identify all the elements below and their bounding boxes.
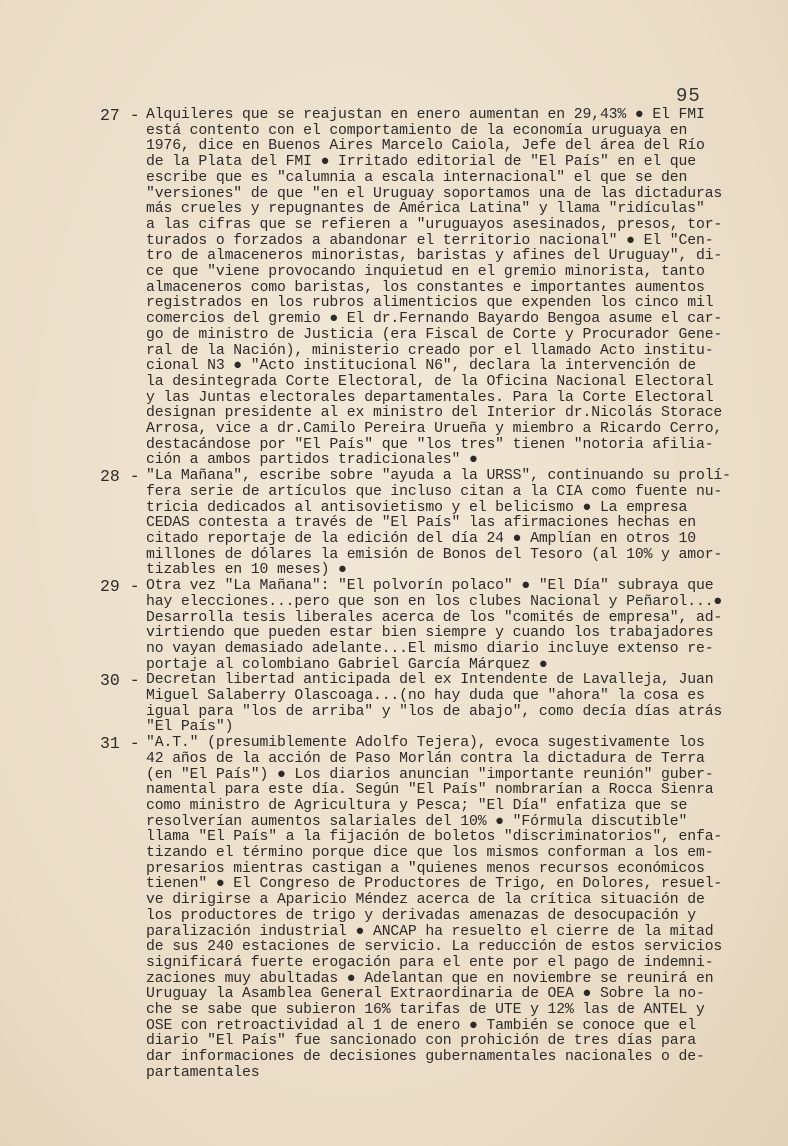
chronology-entry [100, 673, 740, 736]
text-line: virtiendo que pueden estar bien siempre y cuando los trabajadores [146, 625, 714, 642]
text-line: OSE con retroactividad al 1 de enero ● También se conoce que el [146, 1017, 696, 1034]
text-line: de sus 240 estaciones de servicio. La reducción de estos servicios [146, 939, 723, 956]
text-line: dar informaciones de decisiones gubernamentales nacionales o de- [146, 1049, 705, 1066]
text-line: tizables en 10 meses) ● [146, 562, 347, 579]
text-line: los productores de trigo y derivadas amenazas de desocupación y [146, 907, 696, 924]
text-line: llama "El País" a la fijación de boletos "discriminatorios", enfa- [146, 829, 723, 846]
text-line: designan presidente al ex ministro del Interior dr.Nicolás Storace [146, 405, 723, 422]
text-line: 42 años de la acción de Paso Morlán contra la dictadura de Terra [146, 750, 705, 767]
text-line: Miguel Salaberry Olascoaga...(no hay duda que "ahora" la cosa es [146, 688, 705, 705]
text-line: resolverían aumentos salariales del 10% ● "Fórmula discutible" [146, 813, 688, 830]
text-line: Otra vez "La Mañana": "El polvorín polaco" ● "El Día" subraya que [146, 578, 714, 595]
text-line: y las Juntas electorales departamentales. Para la Corte Electoral [146, 389, 714, 406]
entry-text [146, 469, 740, 579]
text-line: "versiones" de que "en el Uruguay soportamos una de las dictaduras [146, 185, 723, 202]
text-line: tro de almaceneros minoristas, baristas y afines del Uruguay", di- [146, 248, 723, 265]
entry-text [146, 673, 740, 736]
chronology-entries [100, 108, 740, 1082]
text-line: "La Mañana", escribe sobre "ayuda a la URSS", continuando su prolí- [146, 468, 731, 485]
text-line: turados o forzados a abandonar el territorio nacional" ● El "Cen- [146, 232, 714, 249]
text-line: millones de dólares la emisión de Bonos del Tesoro (al 10% y amor- [146, 546, 723, 563]
text-line: de la Plata del FMI ● Irritado editorial de "El País" en el que [146, 154, 696, 171]
text-line: (en "El País") ● Los diarios anuncian "importante reunión" guber- [146, 766, 714, 783]
text-line: ce que "viene provocando inquietud en el gremio minorista, tanto [146, 264, 705, 281]
text-line: comercios del gremio ● El dr.Fernando Bayardo Bengoa asume el car- [146, 311, 723, 328]
text-line: más crueles y repugnantes de América Latina" y llama "ridículas" [146, 201, 705, 218]
text-line: tricia dedicados al antisovietismo y el belicismo ● La empresa [146, 499, 688, 516]
text-line: tienen" ● El Congreso de Productores de Trigo, en Dolores, resuel- [146, 876, 723, 893]
text-line: destacándose por "El País" que "los tres" tienen "notoria afilia- [146, 436, 714, 453]
text-line: go de ministro de Justicia (era Fiscal de Corte y Procurador Gene- [146, 326, 723, 343]
text-line: como ministro de Agricultura y Pesca; "El Día" enfatiza que se [146, 797, 688, 814]
entry-day-label: 30 - [100, 671, 140, 691]
text-line: 1976, dice en Buenos Aires Marcelo Caiola, Jefe del área del Río [146, 138, 705, 155]
text-line: registrados en los rubros alimenticios que expenden los cinco mil [146, 295, 714, 312]
entry-day-label: 27 - [100, 106, 140, 125]
text-line: fera serie de artículos que incluso citan a la CIA como fuente nu- [146, 483, 723, 500]
text-line: paralización industrial ● ANCAP ha resuelto el cierre de la mitad [146, 923, 714, 940]
text-line: Desarrolla tesis liberales acerca de los "comités de empresa", ad- [146, 609, 723, 626]
text-line: no vayan demasiado adelante...El mismo diario incluye extenso re- [146, 640, 714, 657]
text-line: ve dirigirse a Aparicio Méndez acerca de la crítica situación de [146, 892, 705, 909]
text-line: Uruguay la Asamblea General Extraordinaria de OEA ● Sobre la no- [146, 986, 705, 1003]
text-line: hay elecciones...pero que son en los clubes Nacional y Peñarol...● [146, 593, 723, 610]
entry-text [146, 579, 740, 673]
text-line: CEDAS contesta a través de "El País" las afirmaciones hechas en [146, 515, 696, 532]
entry-text [146, 736, 740, 1081]
text-line: la desintegrada Corte Electoral, de la Oficina Nacional Electoral [146, 373, 714, 390]
text-line: escribe que es "calumnia a escala internacional" el que se den [146, 169, 688, 186]
text-line: cional N3 ● "Acto institucional N6", declara la intervención de [146, 358, 696, 375]
text-line: che se sabe que subieron 16% tarifas de UTE y 12% las de ANTEL y [146, 1002, 705, 1019]
page-number: 95 [676, 85, 701, 107]
text-line: namental para este día. Según "El País" nombrarían a Rocca Sienra [146, 782, 714, 799]
chronology-entry [100, 736, 740, 1081]
text-line: "A.T." (presumiblemente Adolfo Tejera), evoca sugestivamente los [146, 735, 705, 752]
chronology-entry [100, 579, 740, 673]
chronology-entry [100, 469, 740, 579]
text-line: diario "El País" fue sancionado con prohición de tres días para [146, 1033, 696, 1050]
text-line: portaje al colombiano Gabriel García Márquez ● [146, 656, 548, 673]
text-line: está contento con el comportamiento de la economía uruguaya en [146, 122, 688, 139]
text-line: presarios mientras castigan a "quienes menos recursos económicos [146, 860, 705, 877]
text-line: significará fuerte erogación para el ente por el pago de indemni- [146, 954, 714, 971]
text-line: a las cifras que se refieren a "uruguayos asesinados, presos, tor- [146, 216, 723, 233]
text-line: almaceneros como baristas, los constantes e importantes aumentos [146, 279, 705, 296]
entry-day-label: 31 - [100, 734, 140, 754]
text-line: "El País") [146, 719, 234, 736]
text-line: ral de la Nación), ministerio creado por el llamado Acto institu- [146, 342, 714, 359]
entry-day-label: 28 - [100, 467, 140, 487]
text-line: Alquileres que se reajustan en enero aumentan en 29,43% ● El FMI [146, 107, 705, 123]
text-line: tizando el término porque dice que los mismos conforman a los em- [146, 845, 714, 862]
text-line: zaciones muy abultadas ● Adelantan que en noviembre se reunirá en [146, 970, 714, 987]
text-line: ción a ambos partidos tradicionales" ● [146, 452, 478, 469]
entry-day-label: 29 - [100, 577, 140, 597]
text-line: igual para "los de arriba" y "los de abajo", como decía días atrás [146, 703, 723, 720]
text-line: Arrosa, vice a dr.Camilo Pereira Urueña y miembro a Ricardo Cerro, [146, 421, 723, 438]
text-line: citado reportaje de la edición del día 24 ● Amplían en otros 10 [146, 530, 696, 547]
entry-text [146, 108, 740, 469]
chronology-entry [100, 108, 740, 469]
text-line: partamentales [146, 1064, 260, 1081]
text-line: Decretan libertad anticipada del ex Intendente de Lavalleja, Juan [146, 672, 714, 689]
